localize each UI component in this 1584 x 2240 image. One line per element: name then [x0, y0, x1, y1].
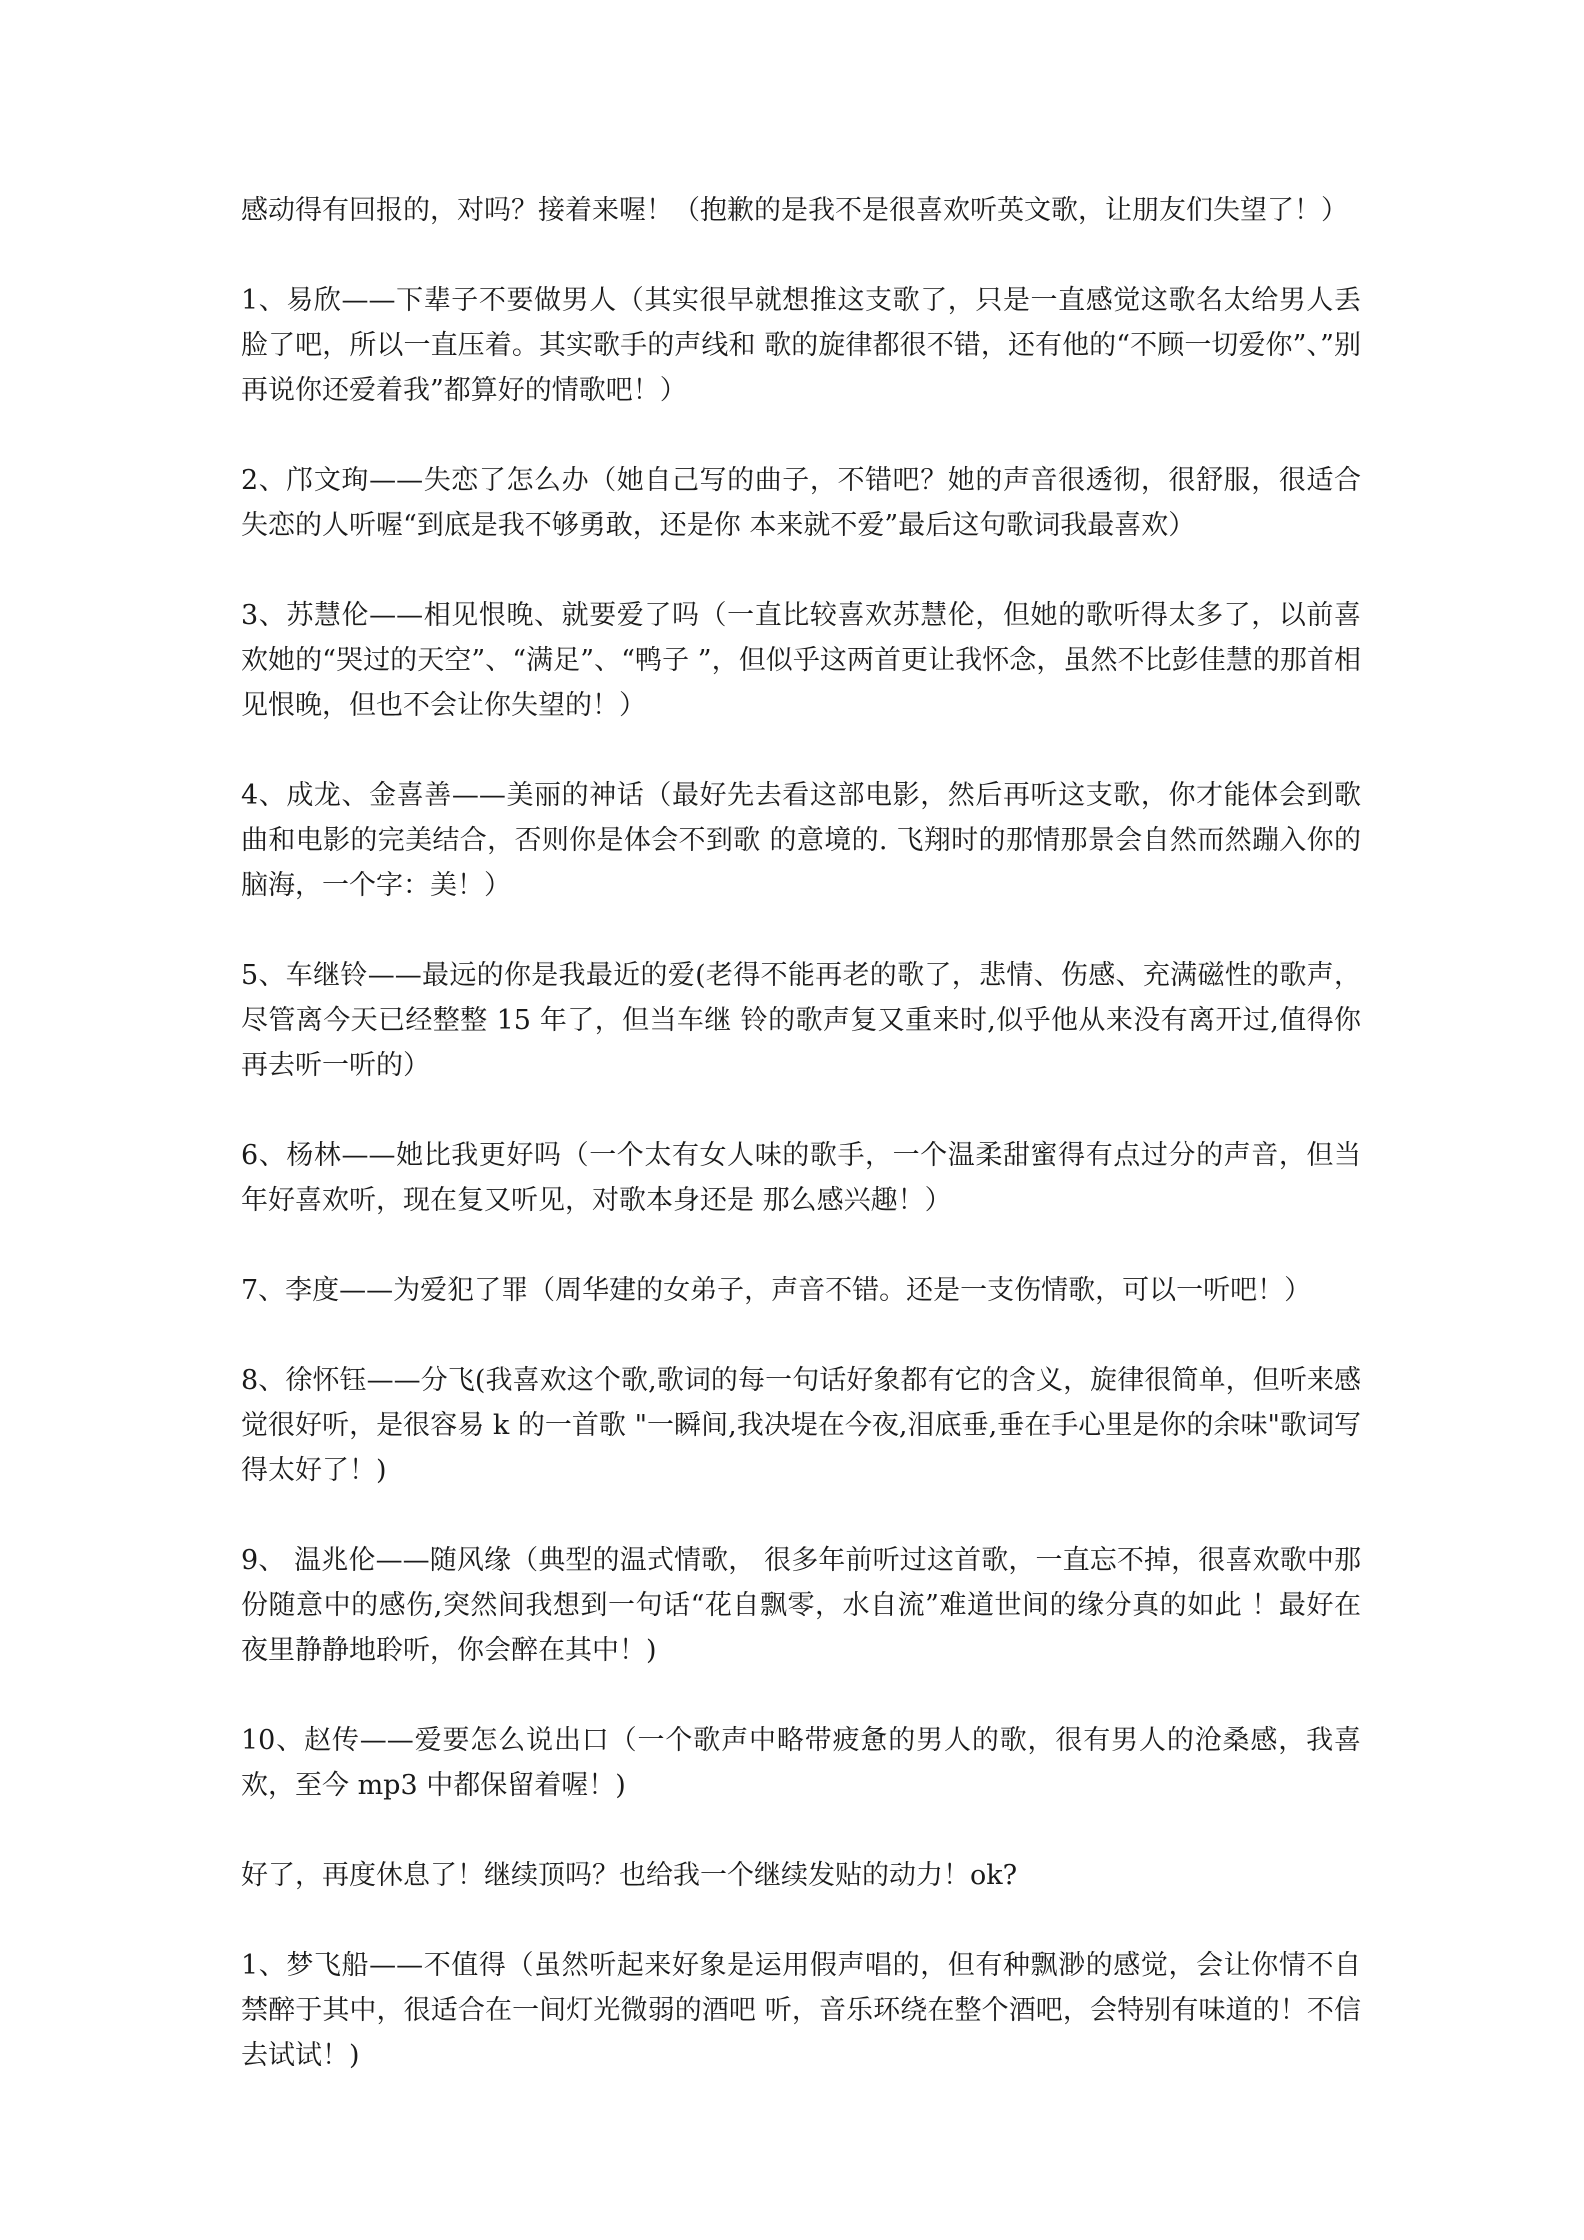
list-item: 2、邝文珣——失恋了怎么办（她自己写的曲子，不错吧？她的声音很透彻，很舒服，很适合失恋的人听喔“到底是我不够勇敢，还是你 本来就不爱”最后这句歌词我最喜欢）	[241, 465, 1361, 541]
list-item: 1、易欣——下辈子不要做男人（其实很早就想推这支歌了，只是一直感觉这歌名太给男人丢脸了吧，所以一直压着。其实歌手的声线和 歌的旋律都很不错，还有他的“不顾一切爱你”、”别再说你还爱着我”都算好的情歌吧！）	[241, 285, 1361, 406]
intro-paragraph: 感动得有回报的，对吗？接着来喔！（抱歉的是我不是很喜欢听英文歌，让朋友们失望了！）	[241, 195, 1348, 226]
list-item: 5、车继铃——最远的你是我最近的爱(老得不能再老的歌了，悲情、伤感、充满磁性的歌声，尽管离今天已经整整 15 年了，但当车继 铃的歌声复又重来时,似乎他从来没有离开过,值得你再去听一听的）	[241, 960, 1361, 1081]
list-item: 6、杨林——她比我更好吗（一个太有女人味的歌手，一个温柔甜蜜得有点过分的声音，但当年好喜欢听，现在复又听见，对歌本身还是 那么感兴趣！）	[241, 1140, 1361, 1216]
document-body	[241, 188, 1361, 2123]
list-item: 4、成龙、金喜善——美丽的神话（最好先去看这部电影，然后再听这支歌，你才能体会到歌曲和电影的完美结合，否则你是体会不到歌 的意境的. 飞翔时的那情那景会自然而然蹦入你的脑海，一个字：美！）	[241, 780, 1361, 901]
list-item: 9、 温兆伦——随风缘（典型的温式情歌， 很多年前听过这首歌，一直忘不掉，很喜欢歌中那份随意中的感伤,突然间我想到一句话“花自飘零，水自流”难道世间的缘分真的如此 ！最好在夜里静静地聆听，你会醉在其中！)	[241, 1545, 1361, 1666]
list-item: 3、苏慧伦——相见恨晚、就要爱了吗（一直比较喜欢苏慧伦，但她的歌听得太多了，以前喜欢她的“哭过的天空”、“满足”、“鸭子 ”，但似乎这两首更让我怀念，虽然不比彭佳慧的那首相见恨晚，但也不会让你失望的！）	[241, 600, 1361, 721]
list-item: 1、梦飞船——不值得（虽然听起来好象是运用假声唱的，但有种飘渺的感觉，会让你情不自禁醉于其中，很适合在一间灯光微弱的酒吧 听，音乐环绕在整个酒吧，会特别有味道的！不信去试试！)	[241, 1950, 1361, 2071]
list-item: 10、赵传——爱要怎么说出口（一个歌声中略带疲惫的男人的歌，很有男人的沧桑感，我喜欢，至今 mp3 中都保留着喔！)	[241, 1725, 1361, 1801]
list-item: 7、李度——为爱犯了罪（周华建的女弟子，声音不错。还是一支伤情歌，可以一听吧！）	[241, 1275, 1312, 1306]
transition-paragraph: 好了，再度休息了！继续顶吗？也给我一个继续发贴的动力！ok?	[241, 1860, 1018, 1891]
list-item: 8、徐怀钰——分飞(我喜欢这个歌,歌词的每一句话好象都有它的含义，旋律很简单，但听来感觉很好听，是很容易 k 的一首歌 "一瞬间,我决堤在今夜,泪底垂,垂在手心里是你的余味"歌词写得太好了！)	[241, 1365, 1361, 1486]
